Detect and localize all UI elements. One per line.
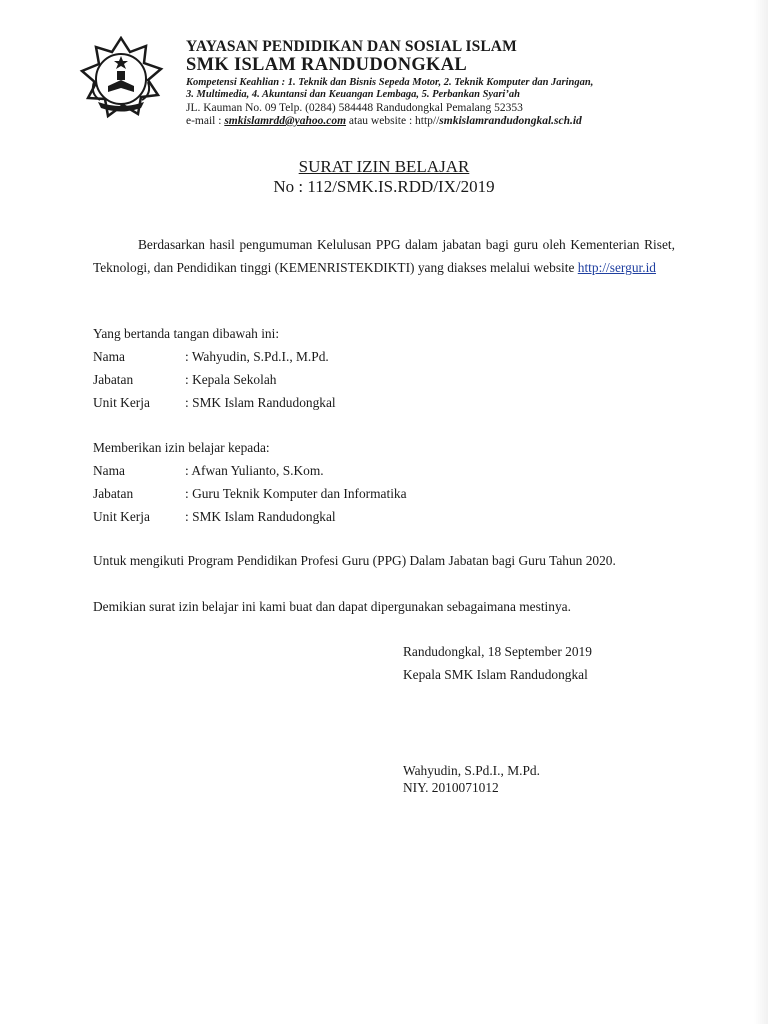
row-value: : Kepala Sekolah [185,372,277,387]
recipient-heading: Memberikan izin belajar kepada: [93,440,270,455]
recipient-row-unit [93,505,336,528]
contact-line [186,115,746,128]
row-value: : Afwan Yulianto, S.Kom. [185,463,324,478]
school-address: JL. Kauman No. 09 Telp. (0284) 584448 Randudongkal Pemalang 52353 [186,102,523,114]
closing-sentence: Demikian surat izin belajar ini kami buat dan dapat dipergunakan sebagaimana mestinya. [93,599,571,614]
signatory-title: Kepala SMK Islam Randudongkal [403,667,588,682]
signatory-niy: NIY. 2010071012 [403,780,499,795]
row-value: : Wahyudin, S.Pd.I., M.Pd. [185,349,329,364]
signer-row-position [93,368,276,391]
website-link[interactable]: smkislamrandudongkal.sch.id [439,115,582,127]
row-value: : Guru Teknik Komputer dan Informatika [185,486,407,501]
signer-row-name [93,345,329,368]
place-date: Randudongkal, 18 September 2019 [403,644,592,659]
school-emblem-icon [78,36,164,122]
row-label: Unit Kerja [93,395,150,410]
intro-paragraph [93,233,675,279]
email-link[interactable]: smkislamrdd@yahoo.com [224,115,347,127]
sergur-link[interactable]: http://sergur.id [577,260,657,275]
page-edge-shadow [754,0,768,1024]
signer-heading: Yang bertanda tangan dibawah ini: [93,326,280,341]
row-label: Jabatan [93,486,134,501]
signatory-name: Wahyudin, S.Pd.I., M.Pd. [403,763,540,778]
recipient-row-position [93,482,407,505]
foundation-name: YAYASAN PENDIDIKAN DAN SOSIAL ISLAM [186,38,517,55]
email-prefix: e-mail : [186,115,225,127]
letter-number: No : 112/SMK.IS.RDD/IX/2019 [273,177,495,196]
row-value: : SMK Islam Randudongkal [185,395,336,410]
row-label: Jabatan [93,372,134,387]
intro-text: Berdasarkan hasil pengumuman Kelulusan PPG dalam jabatan bagi guru oleh Kementerian Riset, Teknologi, dan Pendidikan tinggi (KEMENRISTEKDIKTI) yang diakses melalui website [93,237,675,275]
letter-title: SURAT IZIN BELAJAR [298,157,470,176]
letterhead [186,38,746,128]
kompetensi-line-2: 3. Multimedia, 4. Akuntansi dan Keuangan Lembaga, 5. Perbankan Syari’ah [186,89,520,100]
school-name: SMK ISLAM RANDUDONGKAL [186,55,468,75]
signer-row-unit [93,391,336,414]
purpose-paragraph: Untuk mengikuti Program Pendidikan Profesi Guru (PPG) Dalam Jabatan bagi Guru Tahun 2020. [93,553,616,568]
kompetensi-line-1: Kompetensi Keahlian : 1. Teknik dan Bisnis Sepeda Motor, 2. Teknik Komputer dan Jaringan, [186,77,594,88]
row-label: Unit Kerja [93,509,150,524]
letter-title-block [0,157,768,196]
recipient-row-name [93,459,324,482]
row-label: Nama [93,463,125,478]
row-label: Nama [93,349,125,364]
website-prefix: atau website : http// [346,115,440,127]
row-value: : SMK Islam Randudongkal [185,509,336,524]
